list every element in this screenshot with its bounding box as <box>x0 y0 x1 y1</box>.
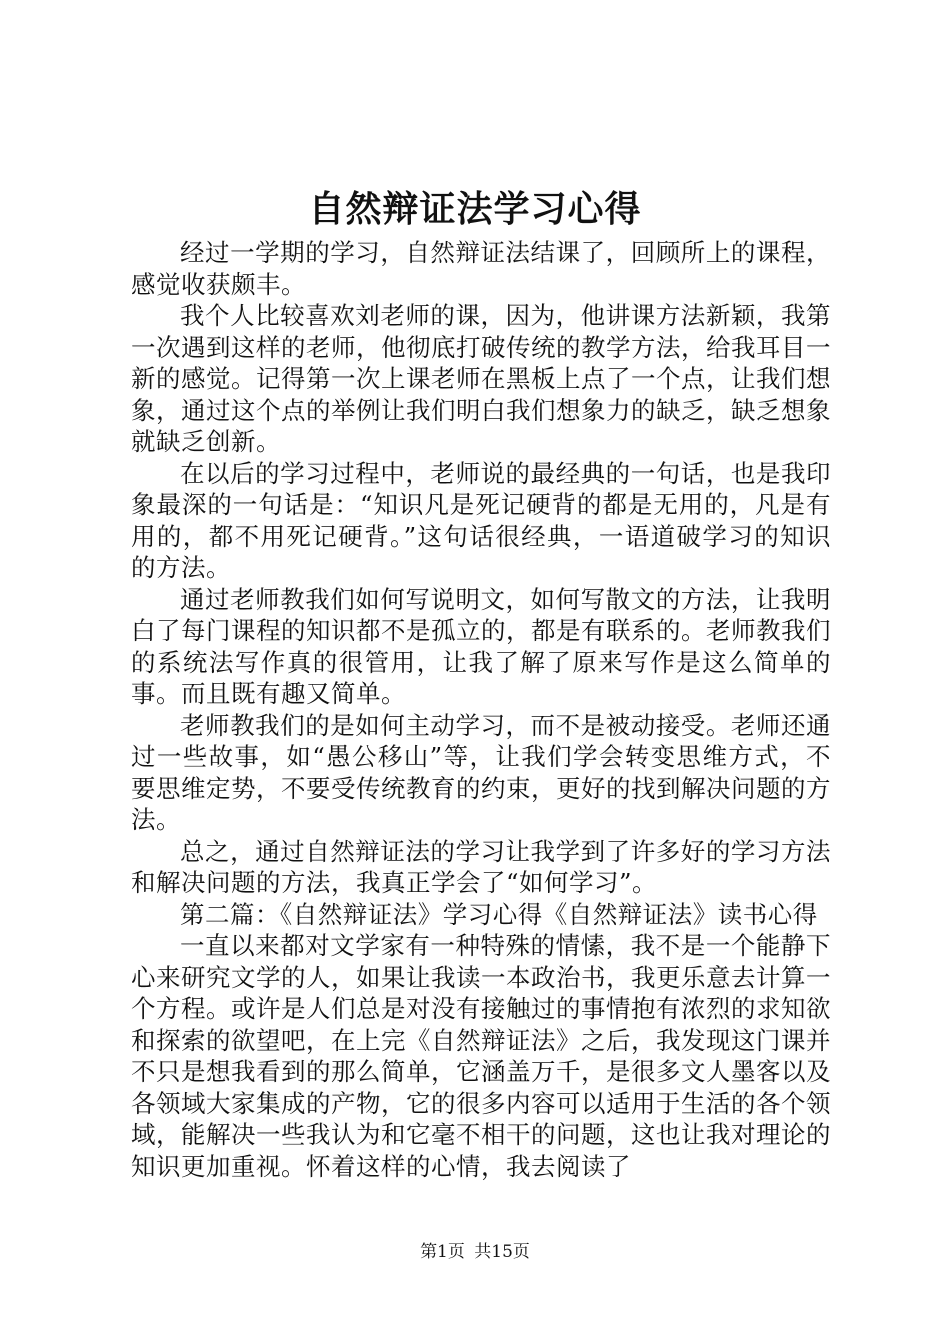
paragraph-1: 经过一学期的学习，自然辩证法结课了，回顾所上的课程，感觉收获颇丰。 <box>131 238 831 299</box>
document-title: 自然辩证法学习心得 <box>308 188 642 230</box>
paragraph-2: 我个人比较喜欢刘老师的课，因为，他讲课方法新颖，我第一次遇到这样的老师，他彻底打破传统的教学方法，给我耳目一新的感觉。记得第一次上课老师在黑板上点了一个点，让我们想象，通过这个点的举例让我们明白我们想象力的缺乏，缺乏想象就缺乏创新。 <box>131 301 831 456</box>
page-footer <box>0 1240 950 1264</box>
page-number: 第1页 <box>420 1242 465 1262</box>
page-total: 共15页 <box>474 1242 530 1262</box>
paragraph-6: 总之，通过自然辩证法的学习让我学到了许多好的学习方法和解决问题的方法，我真正学会了“如何学习”。 <box>131 836 831 897</box>
section-heading-2: 第二篇：《自然辩证法》学习心得《自然辩证法》读书心得 <box>180 899 818 929</box>
paragraph-3: 在以后的学习过程中，老师说的最经典的一句话，也是我印象最深的一句话是：“知识凡是死记硬背的都是无用的，凡是有用的，都不用死记硬背。”这句话很经典，一语道破学习的知识的方法。 <box>131 458 831 582</box>
paragraph-4: 通过老师教我们如何写说明文，如何写散文的方法，让我明白了每门课程的知识都不是孤立的，都是有联系的。老师教我们的系统法写作真的很管用，让我了解了原来写作是这么简单的事。而且既有趣又简单。 <box>131 584 831 708</box>
paragraph-5: 老师教我们的是如何主动学习，而不是被动接受。老师还通过一些故事，如“愚公移山”等，让我们学会转变思维方式，不要思维定势，不要受传统教育的约束，更好的找到解决问题的方法。 <box>131 710 831 834</box>
document-body <box>131 237 831 1182</box>
paragraph-7: 一直以来都对文学家有一种特殊的情愫，我不是一个能静下心来研究文学的人，如果让我读一本政治书，我更乐意去计算一个方程。或许是人们总是对没有接触过的事情抱有浓烈的求知欲和探索的欲望吧，在上完《自然辩证法》之后，我发现这门课并不只是想我看到的那么简单，它涵盖万千，是很多文人墨客以及各领域大家集成的产物，它的很多内容可以适用于生活的各个领域，能解决一些我认为和它毫不相干的问题，这也让我对理论的知识更加重视。怀着这样的心情，我去阅读了 <box>131 931 831 1181</box>
